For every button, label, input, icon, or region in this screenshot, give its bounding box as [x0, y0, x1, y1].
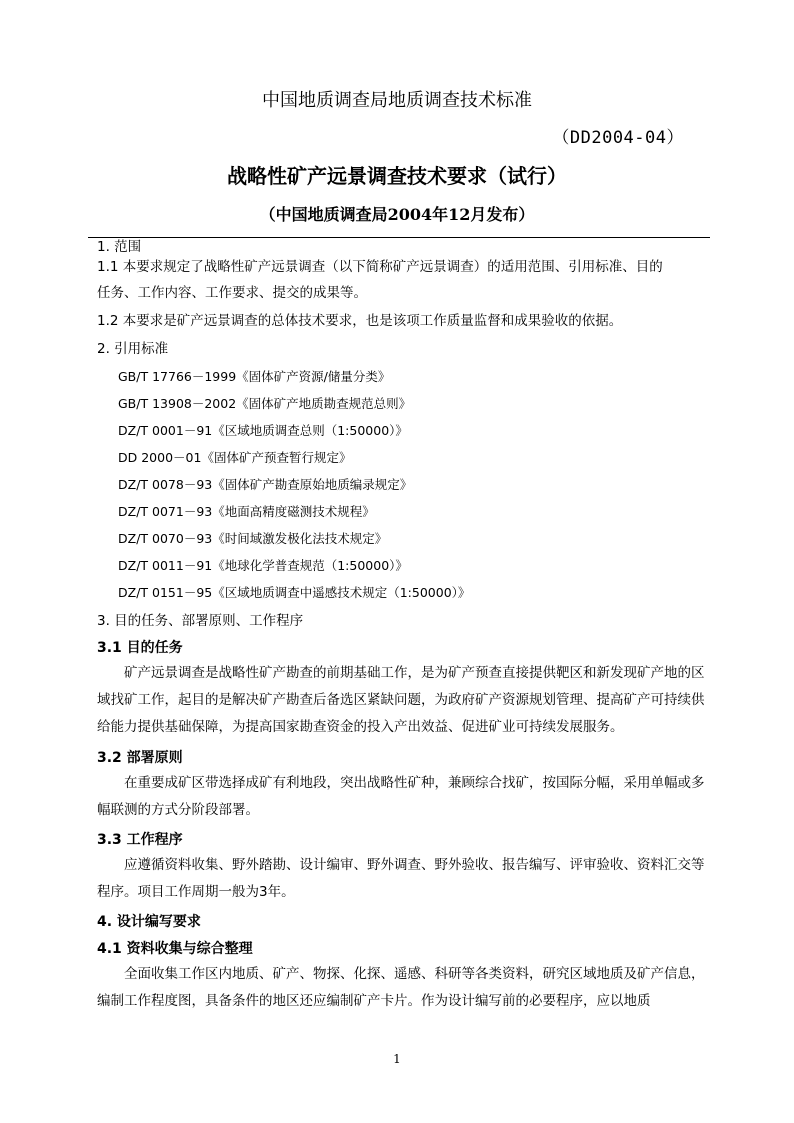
page-number: 1: [393, 1052, 401, 1066]
reference-item: DZ/T 0078－93《固体矿产勘查原始地质编录规定》: [118, 477, 413, 492]
reference-item: DD 2000－01《固体矿产预查暂行规定》: [118, 450, 352, 465]
standard-series-title: 中国地质调查局地质调查技术标准: [262, 90, 532, 111]
reference-item: DZ/T 0151－95《区域地质调查中遥感技术规定（1:50000）》: [118, 585, 471, 600]
section-3-1-text: 矿产远景调查是战略性矿产勘查的前期基础工作，是为矿产预查直接提供靶区和新发现矿产地的区域找矿工作，起目的是解决矿产勘查后备选区紧缺问题，为政府矿产资源规划管理、提高矿产可持续供给能力提供基础保障，为提高国家勘查资金的投入产出效益、促进矿业可持续发展服务。: [97, 665, 705, 735]
reference-item: DZ/T 0071－93《地面高精度磁测技术规程》: [118, 504, 375, 519]
reference-item: DZ/T 0001－91《区域地质调查总则（1:50000）》: [118, 423, 408, 438]
document-code: （DD2004-04）: [552, 128, 684, 148]
reference-item: DZ/T 0011－91《地球化学普查规范（1:50000）》: [118, 558, 408, 573]
section-1-1-line1: 1.1 本要求规定了战略性矿产远景调查（以下简称矿产远景调查）的适用范围、引用标准、目的: [97, 259, 663, 275]
section-3-3-heading: 3.3 工作程序: [97, 832, 183, 848]
document-subtitle: （中国地质调查局2004年12月发布）: [259, 205, 535, 224]
section-3-3-text: 应遵循资料收集、野外踏勘、设计编审、野外调查、野外验收、报告编写、评审验收、资料汇交等程序。项目工作周期一般为3年。: [97, 857, 705, 900]
section-3-2-heading: 3.2 部署原则: [97, 750, 183, 766]
section-4-1-heading: 4.1 资料收集与综合整理: [97, 941, 253, 957]
reference-item: GB/T 13908－2002《固体矿产地质勘查规范总则》: [118, 396, 412, 411]
section-4-heading: 4. 设计编写要求: [97, 914, 201, 930]
section-1-1-line2: 任务、工作内容、工作要求、提交的成果等。: [97, 285, 367, 301]
section-1-2: 1.2 本要求是矿产远景调查的总体技术要求，也是该项工作质量监督和成果验收的依据。: [97, 313, 623, 329]
section-1-heading: 1. 范围: [97, 239, 142, 255]
section-3-2-text: 在重要成矿区带选择成矿有利地段，突出战略性矿种，兼顾综合找矿，按国际分幅，采用单幅或多幅联测的方式分阶段部署。: [97, 775, 705, 818]
section-3-1-heading: 3.1 目的任务: [97, 640, 183, 656]
reference-item: GB/T 17766－1999《固体矿产资源/储量分类》: [118, 369, 391, 384]
reference-item: DZ/T 0070－93《时间域激发极化法技术规定》: [118, 531, 388, 546]
document-title: 战略性矿产远景调查技术要求（试行）: [227, 164, 567, 188]
section-4-1-text: 全面收集工作区内地质、矿产、物探、化探、遥感、科研等各类资料，研究区域地质及矿产信息，编制工作程度图，具备条件的地区还应编制矿产卡片。作为设计编写前的必要程序，应以地质: [97, 966, 705, 1009]
section-2-heading: 2. 引用标准: [97, 341, 169, 357]
section-3-heading: 3. 目的任务、部署原则、工作程序: [97, 613, 304, 629]
